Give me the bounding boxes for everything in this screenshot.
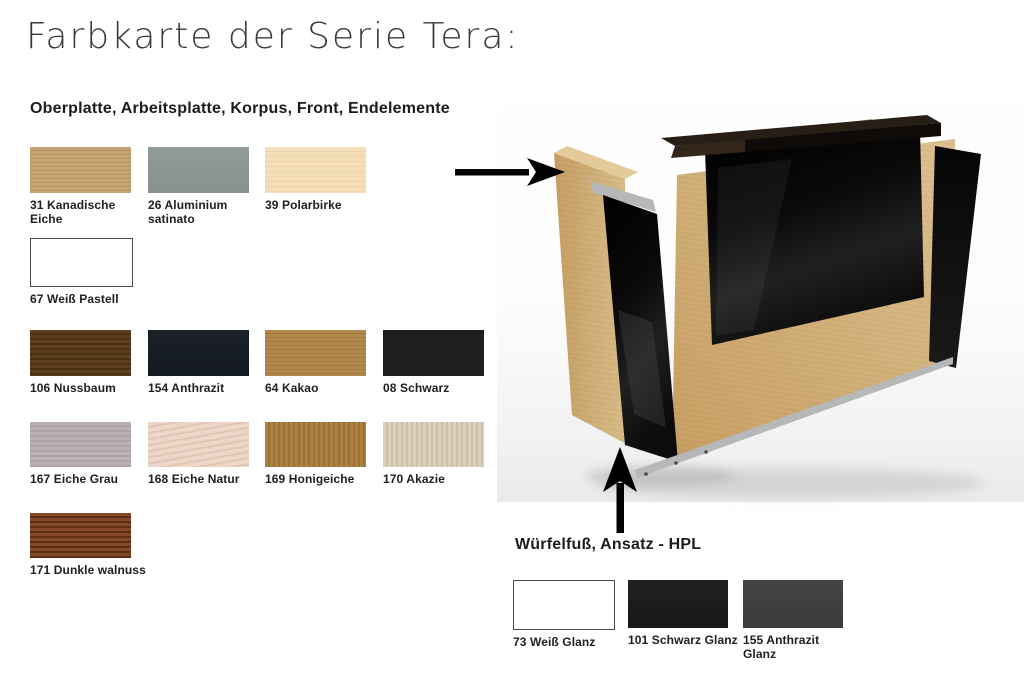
swatch-label: 64 Kakao	[265, 381, 319, 395]
color-sample	[628, 580, 728, 628]
swatch-label: 154 Anthrazit	[148, 381, 225, 395]
arrow-left-shaft	[455, 169, 529, 176]
swatch-label: 67 Weiß Pastell	[30, 292, 119, 306]
swatch-label: 106 Nussbaum	[30, 381, 116, 395]
swatch-label: 171 Dunkle walnuss	[30, 563, 146, 577]
top-section-heading: Oberplatte, Arbeitsplatte, Korpus, Front, Endelemente	[30, 100, 450, 117]
swatch-label: 155 Anthrazit Glanz	[743, 633, 820, 662]
color-sample	[513, 580, 615, 630]
swatch-label: 169 Honigeiche	[265, 472, 355, 486]
swatch-label: 39 Polarbirke	[265, 198, 342, 212]
desk-foot	[644, 472, 648, 476]
swatch-label: 08 Schwarz	[383, 381, 450, 395]
swatch-155-anthrazit-glanz	[743, 580, 843, 661]
swatch-label: 170 Akazie	[383, 472, 445, 486]
swatch-73-weiss-glanz	[513, 580, 625, 649]
desk-foot	[704, 450, 708, 454]
page-title: Farbkarte der Serie Tera:	[26, 16, 520, 57]
arrow-up-shaft	[617, 483, 625, 533]
swatch-label: 31 Kanadische Eiche	[30, 198, 116, 227]
swatch-label: 168 Eiche Natur	[148, 472, 240, 486]
swatch-label: 101 Schwarz Glanz	[628, 633, 738, 647]
swatch-label: 26 Aluminium satinato	[148, 198, 228, 227]
swatch-label: 167 Eiche Grau	[30, 472, 119, 486]
desk-foot	[674, 461, 678, 465]
swatch-label: 73 Weiß Glanz	[513, 635, 596, 649]
foot-section-heading: Würfelfuß, Ansatz - HPL	[515, 536, 702, 553]
color-sample	[743, 580, 843, 628]
